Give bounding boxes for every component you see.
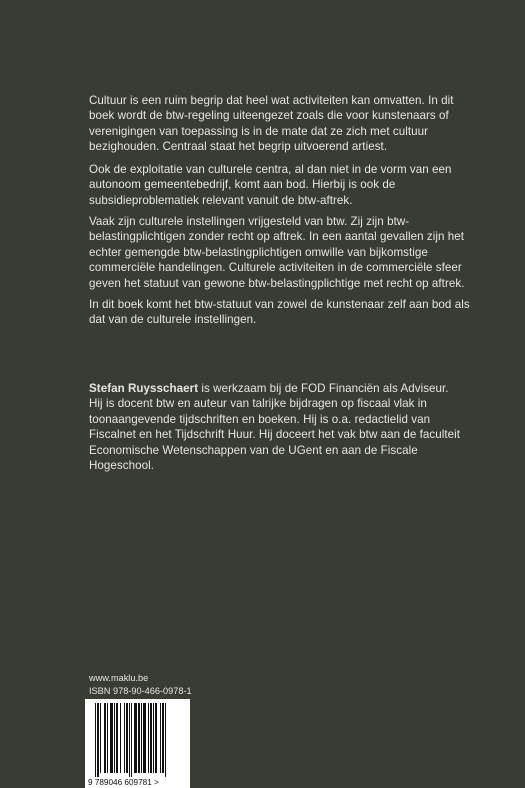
barcode-graphic — [85, 699, 190, 788]
author-name: Stefan Ruysschaert — [89, 382, 199, 395]
author-bio-text: is werkzaam bij de FOD Financiën als Adviseur. Hij is docent btw en auteur van talrijke bijdragen op fiscaal vlak in toonaangevende tijdschriften en boeken. Hij is o.a. redactielid van Fiscalnet en het Tijdschrift Huur. Hij doceert het vak btw aan de faculteit Economische Wetenschappen van de UGent en aan de Fiscale Hogeschool. — [89, 382, 461, 473]
author-bio — [89, 381, 464, 473]
isbn-number: ISBN 978-90-466-0978-1 — [89, 686, 192, 696]
barcode-bars — [95, 703, 166, 777]
barcode-bar — [114, 703, 115, 773]
barcode-bar — [97, 703, 99, 777]
barcode-bar — [126, 703, 128, 773]
barcode-bar — [120, 703, 121, 773]
blurb-paragraph-3: Vaak zijn culturele instellingen vrijgesteld van btw. Zij zijn btw-belastingplichtigen zonder recht op aftrek. In een aantal gevallen zijn het echter gemengde btw-belastingplichtigen omwille van bijkomstige commerciële handelingen. Culturele activiteiten in de commerciële sfeer geven het statuut van gewone btw-belastingplichtige met recht op aftrek. — [89, 215, 465, 290]
blurb-paragraph-2: Ook de exploitatie van culturele centra, al dan niet in de vorm van een autonoom gemeentebedrijf, komt aan bod. Hierbij is ook de subsidieproblematiek relevant vanuit de btw-aftrek. — [89, 163, 452, 207]
barcode-bar — [150, 703, 152, 773]
barcode-digits: 9 789046 609781 > — [88, 778, 159, 787]
barcode-bar — [100, 703, 101, 773]
barcode-bar — [160, 703, 161, 773]
barcode-bar — [104, 703, 106, 773]
publisher-website: www.maklu.be — [89, 673, 149, 683]
barcode-bar — [131, 703, 132, 777]
barcode-bar — [165, 703, 166, 777]
barcode-bar — [95, 703, 96, 777]
barcode-bar — [153, 703, 154, 773]
barcode-bar — [107, 703, 108, 773]
barcode-bar — [134, 703, 137, 773]
barcode-bar — [124, 703, 125, 773]
barcode-bar — [110, 703, 113, 773]
barcode-bar — [138, 703, 140, 773]
blurb-paragraph-1: Cultuur is een ruim begrip dat heel wat activiteiten kan omvatten. In dit boek wordt de btw-regeling uiteengezet zoals die voor kunstenaars of verenigingen van toepassing is in de mate dat ze zich met cultuur bezighouden. Centraal staat het begrip uitvoerend artiest. — [89, 94, 454, 154]
barcode-bar — [141, 703, 142, 773]
barcode-bar — [162, 703, 164, 773]
barcode-bar — [143, 703, 146, 773]
barcode-bar — [155, 703, 157, 773]
barcode-bar — [116, 703, 118, 773]
barcode-bar — [129, 703, 130, 777]
barcode-bar — [148, 703, 149, 773]
barcode — [85, 699, 190, 788]
blurb-paragraph-4: In dit boek komt het btw-statuut van zowel de kunstenaar zelf aan bod als dat van de culturele instellingen. — [89, 298, 470, 327]
